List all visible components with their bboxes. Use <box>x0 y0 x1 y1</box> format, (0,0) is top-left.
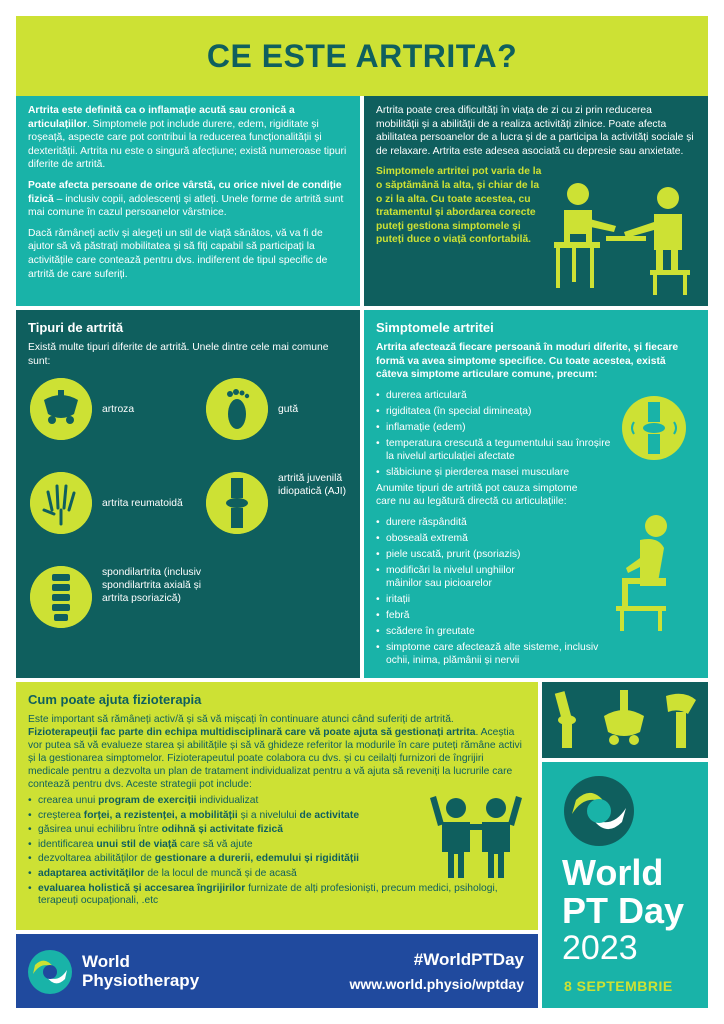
physio-p2 <box>28 726 526 791</box>
type-item-osteoarthritis <box>30 378 134 440</box>
world-physiotherapy-logo-icon <box>564 776 634 846</box>
physio-p2-bold: Fizioterapeuții fac parte din echipa multidisciplinară care vă poate ajuta să gestionați artrita <box>28 727 476 738</box>
types-panel <box>16 310 360 678</box>
list-item: • găsirea unui echilibru între odihnă și activitate fizică <box>28 824 438 837</box>
list-item: • identificarea unui stil de viață care să vă ajute <box>28 839 438 852</box>
physio-p1: Este important să rămâneți activ/ă și să vă mișcați în continuare atunci când suferiți de artrită. <box>28 714 454 725</box>
world-pt-day-block <box>542 762 708 1008</box>
intro-right-panel <box>364 96 708 306</box>
physio-title: Cum poate ajuta fizioterapia <box>28 692 202 707</box>
footer-org-line2: Physiotherapy <box>82 971 200 990</box>
symptoms-panel <box>364 310 708 678</box>
intro-p1-rest: . Simptomele pot include durere, edem, rigiditate și roșeață, aspecte care pot contribui la reducerea funcționalității și dexterității. Artrita nu este o singură afecțiune; există numeroase tipuri diferite de artrită. <box>28 118 347 171</box>
wptday-line2: PT Day <box>562 890 685 931</box>
intro-p2-rest: – inclusiv copii, adolescenți și atleți. Unele forme de artrită sunt mai comune în cazul persoanelor vârstnice. <box>28 193 344 219</box>
other-symptoms-list <box>376 516 616 667</box>
type-item-spondyloarthritis <box>30 566 212 628</box>
wptday-line1: World <box>562 852 664 893</box>
joints-icons-group <box>542 682 708 758</box>
hand-icon <box>30 472 92 534</box>
list-item: • iritații <box>376 593 616 606</box>
spine-icon <box>30 566 92 628</box>
intro-paragraph-3: Dacă rămâneți activ și alegeți un stil de viață sănătos, vă va fi de ajutor să vă păstrați mobilitatea și să fiți capabil să participați la activitățile care contează pentru dvs. indiferent de tipul specific de artrită de care suferiți. <box>28 227 328 280</box>
list-item: • simptome care afectează alte sisteme, inclusiv ochii, inima, plămânii și nervii <box>376 641 616 667</box>
pelvis-icon <box>30 378 92 440</box>
two-people-icon <box>426 794 526 880</box>
type-label: artrită juvenilă idiopatică (AJI) <box>278 473 347 497</box>
symptoms-callout: Simptomele artritei pot varia de la o săptămână la alta, și chiar de la o zi la alta. Cu toate acestea, cu tratamentul și abordarea corecte puteți gestiona simptomele și puteți duce o viață confortabilă. <box>376 166 542 246</box>
list-item: • rigiditatea (în special dimineața) <box>376 405 616 418</box>
leg-joint-icon <box>555 691 576 748</box>
foot-icon <box>206 378 268 440</box>
list-item: • modificări la nivelul unghiilor mâinilor sau picioarelor <box>376 564 526 590</box>
type-label: spondilartrita (inclusiv spondilartrita axială și artrita psoriazică) <box>102 567 202 604</box>
pelvis-spine-icon <box>604 690 644 745</box>
list-item: • slăbiciune și pierderea masei musculare <box>376 466 616 479</box>
page-title: CE ESTE ARTRITA? <box>206 38 518 74</box>
symptoms-title: Simptomele artritei <box>376 320 494 335</box>
list-item: • piele uscată, prurit (psoriazis) <box>376 548 616 561</box>
type-label: artrita reumatoidă <box>102 497 183 509</box>
consultation-illustration-icon <box>550 178 700 298</box>
intro-p1-bold: Artrita este definită ca o inflamație acută sau cronică a articulațiilor <box>28 105 295 130</box>
symptoms-intro: Artrita afectează fiecare persoană în moduri diferite, și fiecare formă va avea simptome specifice. Cu toate acestea, există câteva simptome articulare comune, precum: <box>376 342 679 381</box>
list-item: • dezvoltarea abilităților de gestionare a durerii, edemului și rigidității <box>28 853 438 866</box>
footer-hashtag: #WorldPTDay <box>413 950 524 969</box>
type-item-gout <box>206 378 298 440</box>
painful-knee-icon <box>622 396 686 460</box>
strategies-list <box>28 795 498 908</box>
physio-p2-rest: . Aceștia vor putea să vă evalueze starea și abilitățile și să vă ghideze referitor la modurile în care puteți rămâne activi și la gestionarea simptomelor. Fizioterapeutul poate colabora cu dvs. și cu ceilalți furnizori de îngrijiri medicale pentru a dezvolta un plan de tratament individualizat pentru a vă ajuta să reveniți la lucrurile care contează pentru dvs. Aceste strategii pot include: <box>28 727 522 790</box>
list-item: • febră <box>376 609 616 622</box>
types-intro: Există multe tipuri diferite de artrită. Unele dintre cele mai comune sunt: <box>28 342 329 367</box>
joint-icons-strip <box>542 682 708 758</box>
type-label: artroza <box>102 403 135 415</box>
knee-icon <box>206 472 268 534</box>
physiotherapy-panel <box>16 682 538 930</box>
types-title: Tipuri de artrită <box>28 320 124 335</box>
impact-paragraph: Artrita poate crea dificultăți în viața de zi cu zi prin reducerea mobilității și a abilității de a realiza activități zilnice. Poate afecta abilitatea persoanelor de a lucra și de a participa la activități sociale și de relaxare. Artrita este adesea asociată cu depresie sau anxietate. <box>376 105 694 157</box>
intro-p2-bold: Poate afecta persoane de orice vârstă, cu orice nivel de condiție fizică <box>28 179 342 205</box>
type-item-jia <box>206 472 348 534</box>
list-item: • oboseală extremă <box>376 532 616 545</box>
type-label: gută <box>278 403 299 415</box>
list-item: • adaptarea activităților de la locul de muncă și de acasă <box>28 868 438 881</box>
shoulder-icon <box>666 694 696 748</box>
list-item: • creșterea forței, a rezistenței, a mobilității și a nivelului de activitate <box>28 810 438 823</box>
intro-left-panel <box>16 96 360 306</box>
header-banner <box>16 16 708 96</box>
intro-paragraph-2 <box>28 179 348 220</box>
footer-url-link[interactable]: www.world.physio/wptday <box>349 976 524 992</box>
tired-person-icon <box>596 512 686 632</box>
other-symptoms-intro: Anumite tipuri de artrită pot cauza simptome care nu au legătură directă cu articulațiile: <box>376 482 578 508</box>
intro-paragraph-1 <box>28 104 348 172</box>
list-item: • durere răspândită <box>376 516 616 529</box>
list-item: • durerea articulară <box>376 389 616 402</box>
list-item: • scădere în greutate <box>376 625 616 638</box>
common-symptoms-list <box>376 389 616 479</box>
list-item: • evaluarea holistică și accesarea îngrijirilor furnizate de alți profesioniști, precum medici, psihologi, terapeuți ocupaționali, .etc <box>28 883 518 908</box>
footer-banner <box>16 934 538 1008</box>
wptday-year: 2023 <box>562 929 638 967</box>
wptday-date: 8 SEPTEMBRIE <box>564 978 673 994</box>
list-item: • temperatura crescută a tegumentului sau înroșire la nivelul articulației afectate <box>376 437 616 463</box>
type-item-rheumatoid <box>30 472 183 534</box>
footer-org-line1: World <box>82 952 130 971</box>
list-item: • inflamație (edem) <box>376 421 616 434</box>
world-physiotherapy-small-logo-icon <box>28 950 72 994</box>
list-item: • crearea unui program de exerciții individualizat <box>28 795 438 808</box>
